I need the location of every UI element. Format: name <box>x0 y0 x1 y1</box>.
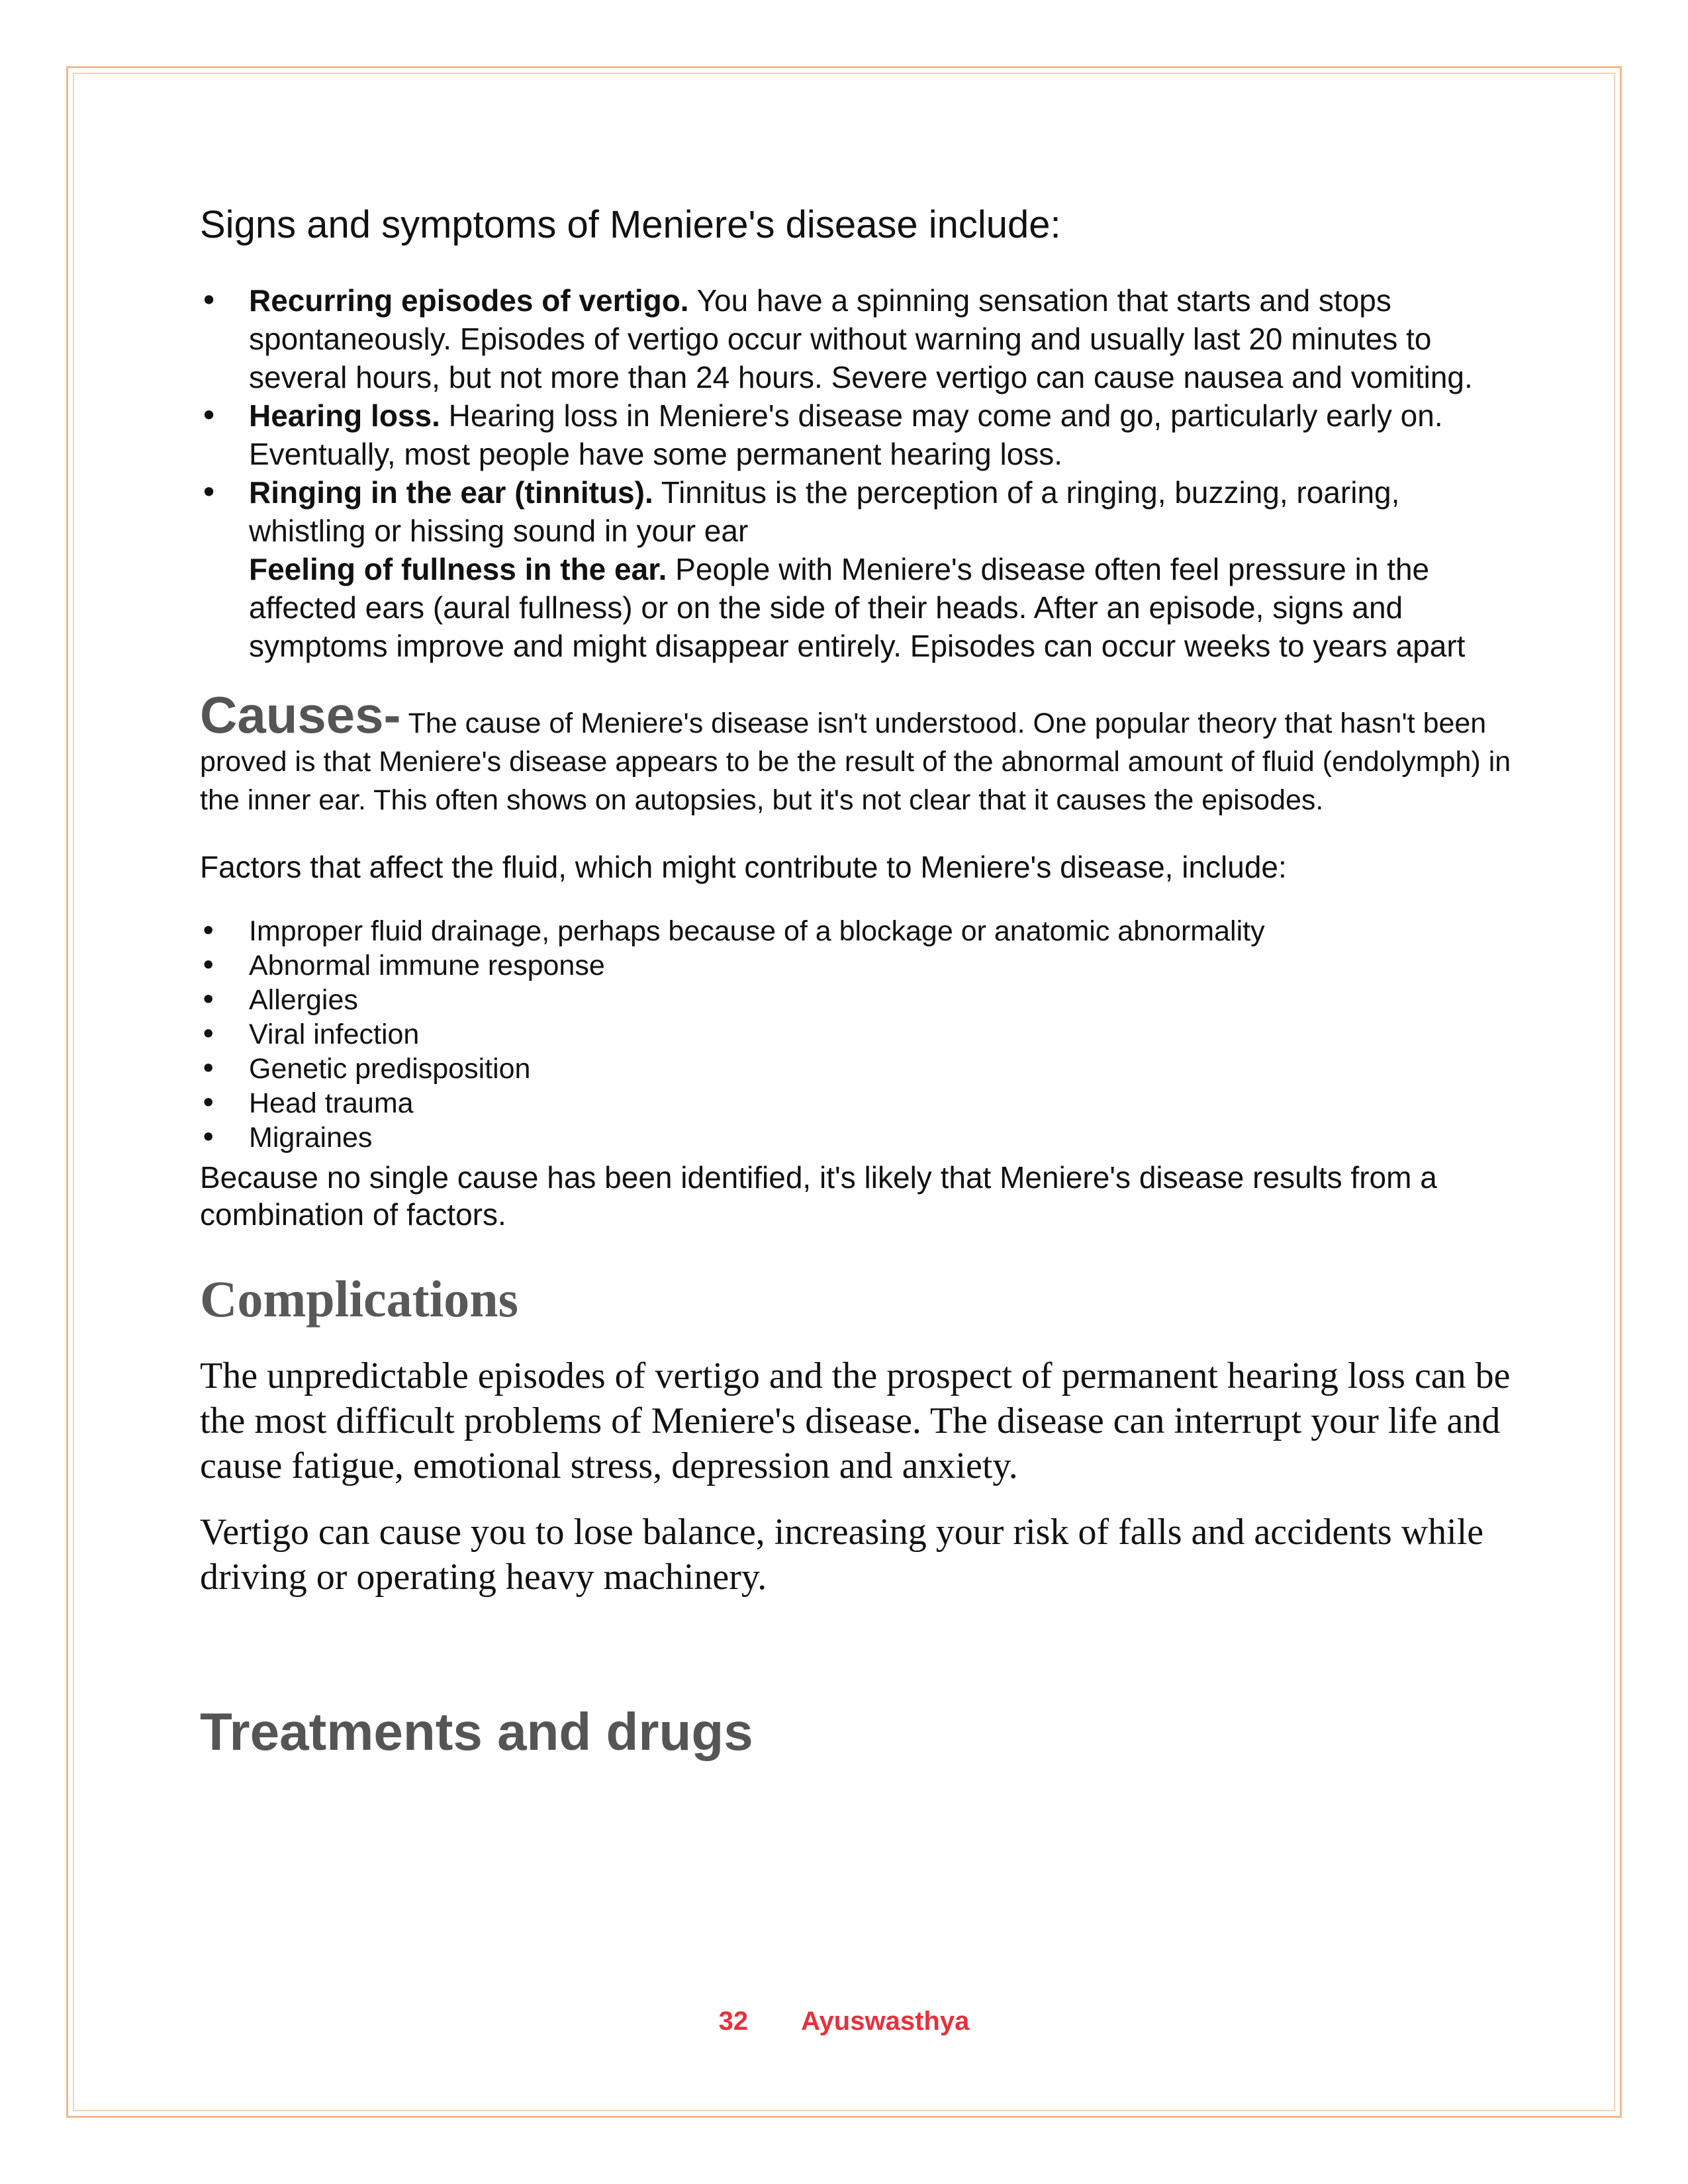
symptoms-list <box>200 281 1524 550</box>
symptoms-intro: Signs and symptoms of Meniere's disease include: <box>200 203 1061 246</box>
symptom-title: Hearing loss. <box>249 398 440 433</box>
list-item: • Genetic predisposition <box>200 1052 1524 1086</box>
list-item: • Head trauma <box>200 1086 1524 1120</box>
complications-heading: Complications <box>200 1270 519 1328</box>
fullness-title: Feeling of fullness in the ear. <box>249 552 667 586</box>
symptom-text: Tinnitus is the perception of a ringing, buzzing, roaring, whistling or hissing sound in your ear <box>249 475 1400 548</box>
symptom-text: Hearing loss in Meniere's disease may come and go, particularly early on. Eventually, most people have some permanent hearing loss. <box>249 398 1443 471</box>
complications-paragraph-2: Vertigo can cause you to lose balance, increasing your risk of falls and accidents while driving or operating heavy machinery. <box>200 1512 1484 1598</box>
symptom-text: You have a spinning sensation that starts and stops spontaneously. Episodes of vertigo occur without warning and usually last 20 minutes to several hours, but not more than 24 hours. Severe vertigo can cause nausea and vomiting. <box>249 283 1473 394</box>
causes-paragraph <box>200 686 1524 819</box>
publication-name: Ayuswasthya <box>801 2007 970 2036</box>
factors-intro: Factors that affect the fluid, which might contribute to Meniere's disease, include: <box>200 850 1287 884</box>
list-item <box>200 473 1524 550</box>
page-content <box>200 195 1524 1765</box>
page-number: 32 <box>718 2007 749 2036</box>
symptom-title: Ringing in the ear (tinnitus). <box>249 475 653 510</box>
treatments-heading: Treatments and drugs <box>200 1702 753 1761</box>
list-item: • Improper fluid drainage, perhaps because of a blockage or anatomic abnormality <box>200 914 1524 948</box>
fullness-text: People with Meniere's disease often feel pressure in the affected ears (aural fullness) or on the side of their heads. After an episode, signs and symptoms improve and might disappear entirely. Episodes can occur weeks to years apart <box>249 552 1466 663</box>
symptom-title: Recurring episodes of vertigo. <box>249 283 689 318</box>
list-item <box>200 396 1524 473</box>
page-footer <box>0 2007 1688 2036</box>
fullness-paragraph <box>200 550 1524 665</box>
causes-heading: Causes- <box>200 686 401 744</box>
list-item: • Abnormal immune response <box>200 948 1524 983</box>
factors-list <box>200 914 1524 1155</box>
complications-paragraph-1: The unpredictable episodes of vertigo and the prospect of permanent hearing loss can be the most difficult problems of Meniere's disease. The disease can interrupt your life and cause fatigue, emotional stress, depression and anxiety. <box>200 1355 1511 1486</box>
causes-text: The cause of Meniere's disease isn't understood. One popular theory that hasn't been proved is that Meniere's disease appears to be the result of the abnormal amount of fluid (endolymph) in the inner ear. This often shows on autopsies, but it's not clear that it causes the episodes. <box>200 707 1511 816</box>
list-item: • Migraines <box>200 1120 1524 1155</box>
list-item <box>200 281 1524 396</box>
list-item: • Allergies <box>200 983 1524 1017</box>
causes-conclusion: Because no single cause has been identified, it's likely that Meniere's disease results from a combination of factors. <box>200 1160 1437 1232</box>
list-item: • Viral infection <box>200 1017 1524 1052</box>
